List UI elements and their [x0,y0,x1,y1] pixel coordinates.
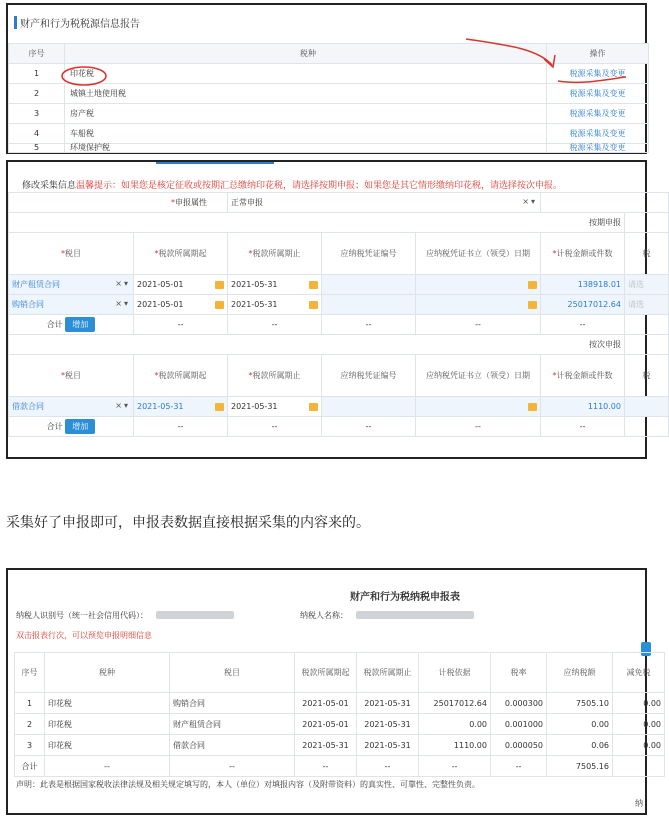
total-row [15,756,665,777]
add-row-button[interactable]: 增加 [65,317,95,332]
item-select[interactable] [9,397,134,417]
row-tax: 印花税 [45,714,170,735]
add-row-button[interactable]: 增加 [65,419,95,434]
taxpayer-id [16,610,234,621]
row-tax: 城镇土地使用税 [65,84,547,104]
col-header-cert-date: 应纳税凭证书立（领受）日期 [416,355,541,397]
calendar-icon[interactable] [528,301,537,309]
periodic-section-label: 按期申报 [9,213,625,233]
item-value: 借款合同 [12,402,44,411]
total-dash: -- [170,756,295,777]
source-collect-link[interactable]: 税源采集及变更 [569,109,626,118]
caret-icon: ▾ [123,299,128,308]
calendar-icon[interactable] [309,301,318,309]
row-payable: 0.00 [547,714,613,735]
table-header-row [9,233,669,275]
amount-value: 25017012.64 [567,300,621,309]
table-row [9,104,649,124]
redacted-block [356,611,474,619]
table-row[interactable] [15,735,665,756]
end-date-value: 2021-05-31 [231,300,278,309]
row-tax: 车船税 [65,124,547,144]
col-header-start: * 税款所属期起 [155,249,207,258]
calendar-icon[interactable] [528,281,537,289]
end-date-value: 2021-05-31 [231,280,278,289]
tip-line [8,162,645,192]
col-header-start: 税款所属期起 [295,653,357,693]
total-dash: -- [228,417,322,437]
table-row [9,64,649,84]
row-payable: 0.06 [547,735,613,756]
table-header-row [9,355,669,397]
row-seq: 2 [15,714,45,735]
cert-no-input[interactable] [322,397,416,417]
total-dash: -- [416,417,541,437]
col-header-seq: 序号 [15,653,45,693]
cert-no-input[interactable] [322,275,416,295]
source-collect-link[interactable]: 税源采集及变更 [569,89,626,98]
start-date-value: 2021-05-31 [137,402,184,411]
clear-icon[interactable]: × [115,279,122,288]
clear-icon[interactable]: × [115,299,122,308]
row-start: 2021-05-01 [295,693,357,714]
cert-no-input[interactable] [322,295,416,315]
table-row [9,397,669,417]
table-row[interactable] [15,693,665,714]
row-seq: 1 [15,693,45,714]
col-header-end: * 税款所属期止 [249,371,301,380]
clear-icon[interactable]: × [115,401,122,410]
taxpayer-name [300,610,474,621]
start-date-input[interactable] [134,295,228,315]
explanation-text: 采集好了申报即可，申报表数据直接根据采集的内容来的。 [6,515,370,531]
col-header-seq: 序号 [9,44,65,64]
collect-table [8,192,669,437]
col-header-cert-no: 应纳税凭证编号 [322,233,416,275]
table-row [9,84,649,104]
total-dash: -- [416,315,541,335]
row-end: 2021-05-31 [357,714,419,735]
total-dash: -- [541,315,625,335]
tip-warning: 温馨提示：如果您是核定征收或按期汇总缴纳印花税，请选择按期申报；如果您是其它情形缴纳印花税，请选择按次申报。 [76,181,563,191]
row-tax: 印花税 [65,64,547,84]
total-dash: -- [295,756,357,777]
calendar-icon[interactable] [215,403,224,411]
cert-date-input[interactable] [416,275,541,295]
table-header-row [9,44,649,64]
title-accent-bar [14,16,17,29]
attr-select[interactable] [228,193,541,213]
item-select[interactable] [9,295,134,315]
row-payable: 7505.10 [547,693,613,714]
amount-input[interactable] [541,295,625,315]
col-header-cert-date: 应纳税凭证书立（领受）日期 [416,233,541,275]
row-rate: 0.000050 [491,735,547,756]
col-header-basis: 计税依据 [419,653,491,693]
attr-label: * 申报属性 [171,198,207,207]
amount-value: 138918.01 [577,280,621,289]
col-header-extra: 税 [625,233,669,275]
total-dash: -- [228,315,322,335]
extra-select[interactable]: 请选 [625,275,669,295]
amount-input[interactable] [541,397,625,417]
calendar-icon[interactable] [215,301,224,309]
total-dash: -- [45,756,170,777]
row-relief: 0.00 [613,714,665,735]
col-header-amount: * 计税金额或件数 [553,371,613,380]
declaration-statement: 声明：此表是根据国家税收法律法规及相关规定填写的，本人（单位）对填报内容（及附带资料）的真实性、可靠性、完整性负责。 [16,780,480,789]
end-date-input[interactable] [228,275,322,295]
row-item: 购销合同 [170,693,295,714]
total-label: 合计 [46,422,63,431]
table-header-row [15,653,665,693]
cert-date-input[interactable] [416,397,541,417]
col-header-end: 税款所属期止 [357,653,419,693]
active-tab-indicator [156,162,274,164]
calendar-icon[interactable] [528,403,537,411]
panel-title-text: 财产和行为税税源信息报告 [20,19,140,30]
end-date-input[interactable] [228,397,322,417]
col-header-tax: 税种 [45,653,170,693]
total-label: 合计 [46,320,63,329]
form-title: 财产和行为税纳税申报表 [350,592,460,603]
row-item: 借款合同 [170,735,295,756]
item-select[interactable] [9,275,134,295]
col-header-cert-no: 应纳税凭证编号 [322,355,416,397]
row-start: 2021-05-31 [295,735,357,756]
extra-select[interactable] [625,397,669,417]
total-dash: -- [322,417,416,437]
extra-select[interactable]: 请选 [625,295,669,315]
item-value: 购销合同 [12,300,44,309]
col-header-tax: 税种 [65,44,547,64]
row-rate: 0.000300 [491,693,547,714]
col-header-item: * 税目 [61,371,81,380]
section-row [9,335,669,355]
amount-value: 1110.00 [587,402,621,411]
row-seq: 3 [15,735,45,756]
total-dash: -- [541,417,625,437]
start-date-input[interactable] [134,397,228,417]
row-relief: 0.00 [613,693,665,714]
calendar-icon[interactable] [309,403,318,411]
col-header-extra: 税 [625,355,669,397]
tip-prefix: 修改采集信息 [22,181,77,191]
declaration-table [14,652,665,777]
col-header-payable: 应纳税额 [547,653,613,693]
row-basis: 25017012.64 [419,693,491,714]
row-item: 财产租赁合同 [170,714,295,735]
col-header-amount: * 计税金额或件数 [553,249,613,258]
col-header-relief: 减免税 [613,653,665,693]
row-tax: 房产税 [65,104,547,124]
source-collect-link[interactable]: 税源采集及变更 [569,143,626,152]
row-seq: 2 [9,84,65,104]
panel-title [8,5,645,43]
calendar-icon[interactable] [309,281,318,289]
row-tax: 环境保护税 [65,144,547,153]
redacted-block [156,611,234,619]
taxpayer-name-label: 纳税人名称： [300,611,348,620]
row-basis: 0.00 [419,714,491,735]
preview-hint: 双击报表行次，可以预览申报明细信息 [16,631,152,640]
col-header-item: * 税目 [61,249,81,258]
attr-value: 正常申报 [231,198,263,207]
end-date-input[interactable] [228,295,322,315]
total-label: 合计 [15,756,45,777]
collect-info-panel [6,160,651,459]
col-header-rate: 税率 [491,653,547,693]
caret-icon: ▾ [123,401,128,410]
per-time-section-label: 按次申报 [9,335,625,355]
calendar-icon[interactable] [215,281,224,289]
start-date-value: 2021-05-01 [137,300,184,309]
total-dash: -- [419,756,491,777]
tax-source-table [8,43,649,153]
declaration-form-panel [6,568,661,815]
total-row [9,417,669,437]
row-rate: 0.001000 [491,714,547,735]
start-date-input[interactable] [134,275,228,295]
col-header-end: * 税款所属期止 [249,249,301,258]
source-collect-link[interactable]: 税源采集及变更 [569,129,626,138]
taxpayer-id-label: 纳税人识别号（统一社会信用代码）： [16,611,148,620]
clear-icon[interactable]: × [522,197,529,206]
row-seq: 3 [9,104,65,124]
row-basis: 1110.00 [419,735,491,756]
caret-icon: ▾ [530,197,535,206]
table-row[interactable] [15,714,665,735]
table-row [9,295,669,315]
total-dash: -- [322,315,416,335]
item-value: 财产租赁合同 [12,280,60,289]
col-header-item: 税目 [170,653,295,693]
total-dash: -- [134,417,228,437]
total-payable: 7505.16 [547,756,613,777]
total-dash: -- [357,756,419,777]
row-seq: 5 [9,144,65,153]
cut-off-text: 纳 [635,799,643,808]
col-header-op: 操作 [547,44,649,64]
cert-date-input[interactable] [416,295,541,315]
row-seq: 1 [9,64,65,84]
col-header-start: * 税款所属期起 [155,371,207,380]
end-date-value: 2021-05-31 [231,402,278,411]
attr-row [9,193,669,213]
row-end: 2021-05-31 [357,735,419,756]
source-collect-link[interactable]: 税源采集及变更 [569,69,626,78]
total-row [9,315,669,335]
row-tax: 印花税 [45,693,170,714]
row-start: 2021-05-01 [295,714,357,735]
start-date-value: 2021-05-01 [137,280,184,289]
section-row [9,213,669,233]
table-row [9,275,669,295]
amount-input[interactable] [541,275,625,295]
table-row [9,124,649,144]
caret-icon: ▾ [123,279,128,288]
row-tax: 印花税 [45,735,170,756]
tax-source-report-panel [6,3,647,154]
total-dash: -- [491,756,547,777]
row-relief: 0.00 [613,735,665,756]
table-row [9,144,649,153]
total-dash: -- [134,315,228,335]
row-seq: 4 [9,124,65,144]
row-end: 2021-05-31 [357,693,419,714]
